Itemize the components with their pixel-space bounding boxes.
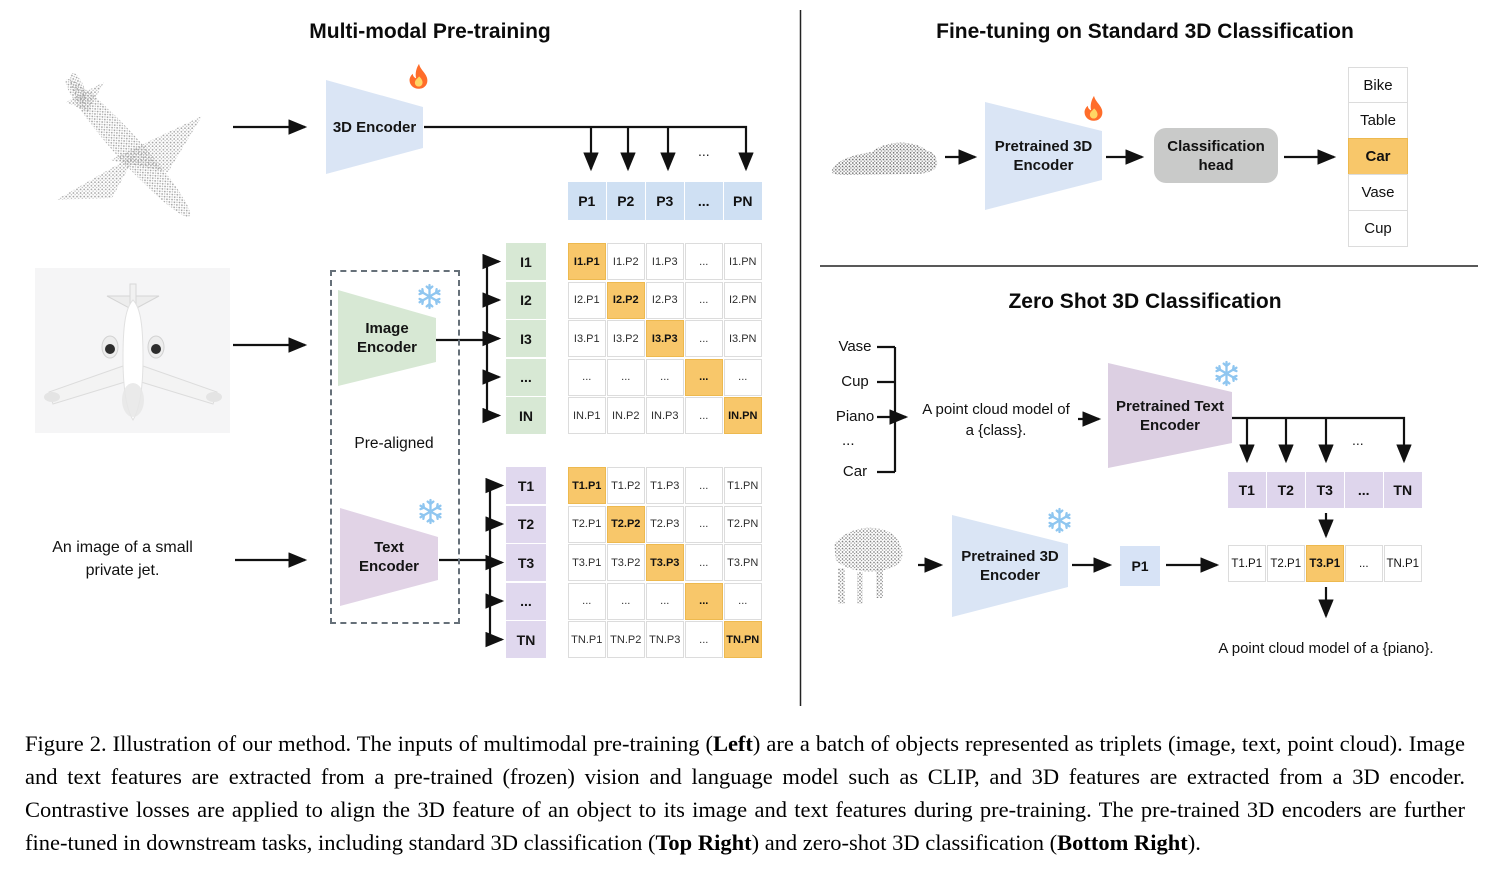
zs-p1-feature: P1 bbox=[1120, 546, 1160, 586]
text-encoder-label: Text Encoder bbox=[358, 539, 419, 575]
class-cell: Car bbox=[1348, 138, 1408, 175]
jet-text-caption: An image of a small private jet. bbox=[52, 539, 193, 579]
car-point-cloud bbox=[832, 143, 938, 175]
i-matrix-cell: I1.P2 bbox=[607, 243, 645, 280]
t-matrix-cell: T3.PN bbox=[724, 544, 762, 581]
i-matrix-cell: ... bbox=[607, 359, 645, 396]
i-matrix-cell: I3.P2 bbox=[607, 320, 645, 357]
t-matrix-cell: TN.P2 bbox=[607, 621, 645, 658]
i-label-cell: IN bbox=[506, 397, 546, 434]
p-feature-row bbox=[568, 182, 762, 220]
i-matrix-cell: I2.PN bbox=[724, 282, 762, 319]
airplane-point-cloud bbox=[56, 71, 202, 225]
p-cell: P1 bbox=[568, 182, 606, 220]
zs-t-cell: TN bbox=[1384, 472, 1422, 508]
zs-class-word: Cup bbox=[841, 373, 869, 390]
zs-3d-encoder-label: Pretrained 3D Encoder bbox=[961, 548, 1059, 584]
image-encoder-label: Image Encoder bbox=[356, 320, 417, 356]
i-matrix-cell: IN.PN bbox=[724, 397, 762, 434]
prealigned-label: Pre-aligned bbox=[354, 435, 434, 452]
i-matrix-cell: I1.P3 bbox=[646, 243, 684, 280]
t-matrix-cell: ... bbox=[685, 621, 723, 658]
caption-bold-segment: Bottom Right bbox=[1057, 830, 1188, 855]
classification-head: Classification head bbox=[1154, 128, 1278, 183]
t-matrix-cell: T2.PN bbox=[724, 506, 762, 543]
prompt-template-text: A point cloud model of a {class}. bbox=[922, 401, 1070, 439]
t-matrix-cell: T2.P2 bbox=[607, 506, 645, 543]
finetuning-title: Fine-tuning on Standard 3D Classification bbox=[936, 20, 1354, 43]
airplane-photo bbox=[35, 268, 230, 433]
t-matrix-cell: ... bbox=[607, 583, 645, 620]
p-cell: P2 bbox=[607, 182, 645, 220]
zs-t-cell: T2 bbox=[1267, 472, 1305, 508]
i-matrix-cell: I3.P1 bbox=[568, 320, 606, 357]
zs-t-cell: T1 bbox=[1228, 472, 1266, 508]
zs-sim-cell: T3.P1 bbox=[1306, 545, 1344, 582]
ft-encoder-label: Pretrained 3D Encoder bbox=[994, 138, 1093, 174]
t-matrix-cell: TN.P3 bbox=[646, 621, 684, 658]
fire-icon bbox=[1078, 92, 1110, 126]
i-label-cell: I2 bbox=[506, 282, 546, 319]
image-point-similarity-matrix bbox=[568, 243, 762, 434]
encoder-3d-label: 3D Encoder bbox=[332, 118, 417, 136]
piano-point-cloud bbox=[834, 528, 902, 604]
i-label-cell: ... bbox=[506, 359, 546, 396]
t-matrix-cell: ... bbox=[685, 467, 723, 504]
t-matrix-cell: T1.P2 bbox=[607, 467, 645, 504]
t-matrix-cell: TN.PN bbox=[724, 621, 762, 658]
zs-similarity-row bbox=[1228, 545, 1422, 582]
t-matrix-cell: ... bbox=[685, 544, 723, 581]
fire-icon bbox=[403, 60, 435, 94]
t-label-cell: T3 bbox=[506, 544, 546, 581]
i-matrix-cell: ... bbox=[646, 359, 684, 396]
zeroshot-title: Zero Shot 3D Classification bbox=[1008, 290, 1282, 313]
snowflake-icon bbox=[416, 283, 443, 310]
caption-bold-segment: Top Right bbox=[655, 830, 752, 855]
ellipsis-t-arrows: ... bbox=[1352, 432, 1364, 448]
i-matrix-cell: IN.P1 bbox=[568, 397, 606, 434]
t-matrix-cell: T1.P1 bbox=[568, 467, 606, 504]
i-matrix-cell: I2.P3 bbox=[646, 282, 684, 319]
i-matrix-cell: I2.P1 bbox=[568, 282, 606, 319]
i-matrix-cell: ... bbox=[568, 359, 606, 396]
text-feature-labels bbox=[506, 467, 546, 658]
t-matrix-cell: T1.PN bbox=[724, 467, 762, 504]
class-cell: Cup bbox=[1348, 210, 1408, 247]
i-label-cell: I3 bbox=[506, 320, 546, 357]
i-matrix-cell: ... bbox=[685, 282, 723, 319]
t-matrix-cell: T2.P1 bbox=[568, 506, 606, 543]
t-matrix-cell: T3.P3 bbox=[646, 544, 684, 581]
zs-text-encoder-label: Pretrained Text Encoder bbox=[1115, 397, 1225, 434]
i-label-cell: I1 bbox=[506, 243, 546, 280]
i-matrix-cell: IN.P3 bbox=[646, 397, 684, 434]
class-prediction-list bbox=[1348, 67, 1408, 247]
caption-bold-segment: Left bbox=[712, 731, 753, 756]
image-feature-labels bbox=[506, 243, 546, 434]
p-cell: P3 bbox=[646, 182, 684, 220]
snowflake-icon bbox=[1213, 360, 1240, 387]
zs-sim-cell: TN.P1 bbox=[1384, 545, 1422, 582]
t-label-cell: ... bbox=[506, 583, 546, 620]
caption-segment: ). bbox=[1187, 830, 1201, 855]
i-matrix-cell: ... bbox=[724, 359, 762, 396]
i-matrix-cell: ... bbox=[685, 359, 723, 396]
zs-result-text: A point cloud model of a {piano}. bbox=[1218, 640, 1434, 657]
t-label-cell: T2 bbox=[506, 506, 546, 543]
i-matrix-cell: I1.PN bbox=[724, 243, 762, 280]
snowflake-icon bbox=[417, 498, 444, 525]
t-label-cell: TN bbox=[506, 621, 546, 658]
snowflake-icon bbox=[1046, 507, 1073, 534]
p-cell: ... bbox=[685, 182, 723, 220]
t-matrix-cell: TN.P1 bbox=[568, 621, 606, 658]
t-label-cell: T1 bbox=[506, 467, 546, 504]
i-matrix-cell: I1.P1 bbox=[568, 243, 606, 280]
class-cell: Bike bbox=[1348, 67, 1408, 103]
zs-t-cell: T3 bbox=[1306, 472, 1344, 508]
i-matrix-cell: I3.PN bbox=[724, 320, 762, 357]
caption-segment: ) are a batch of objects represented as triplets (image, text, point cloud). Image and text features are extracted from a pre-trained (frozen) vision and language model such as CLIP, and 3D features are extracted from a 3D encoder. Contrastive losses are applied to align the 3D feature of an object to its image and text features during pre-training. The pre-trained 3D encoders are further fine-tuned in downstream tasks, including standard 3D classification ( bbox=[25, 731, 1465, 855]
i-matrix-cell: I3.P3 bbox=[646, 320, 684, 357]
i-matrix-cell: I2.P2 bbox=[607, 282, 645, 319]
p-cell: PN bbox=[724, 182, 762, 220]
zs-class-word: Piano bbox=[835, 408, 875, 425]
i-matrix-cell: ... bbox=[685, 320, 723, 357]
zs-t-cell: ... bbox=[1345, 472, 1383, 508]
i-matrix-cell: ... bbox=[685, 397, 723, 434]
text-point-similarity-matrix bbox=[568, 467, 762, 658]
zs-sim-cell: T1.P1 bbox=[1228, 545, 1266, 582]
i-matrix-cell: IN.P2 bbox=[607, 397, 645, 434]
i-matrix-cell: ... bbox=[685, 243, 723, 280]
t-matrix-cell: T3.P2 bbox=[607, 544, 645, 581]
zs-class-word: Vase bbox=[838, 338, 872, 355]
ellipsis-p-arrows: ... bbox=[698, 143, 710, 159]
t-matrix-cell: ... bbox=[685, 583, 723, 620]
figure-caption bbox=[25, 727, 1465, 859]
caption-segment: Figure 2. Illustration of our method. The inputs of multimodal pre-training ( bbox=[25, 731, 713, 756]
t-matrix-cell: ... bbox=[724, 583, 762, 620]
t-matrix-cell: ... bbox=[685, 506, 723, 543]
zs-class-word: Car bbox=[842, 463, 868, 480]
zs-class-word-ellipsis: ... bbox=[842, 432, 855, 449]
caption-segment: ) and zero-shot 3D classification ( bbox=[751, 830, 1058, 855]
zs-sim-cell: T2.P1 bbox=[1267, 545, 1305, 582]
pretraining-title: Multi-modal Pre-training bbox=[309, 20, 551, 43]
zs-sim-cell: ... bbox=[1345, 545, 1383, 582]
t-matrix-cell: ... bbox=[646, 583, 684, 620]
t-matrix-cell: T3.P1 bbox=[568, 544, 606, 581]
t-matrix-cell: T2.P3 bbox=[646, 506, 684, 543]
class-cell: Table bbox=[1348, 102, 1408, 139]
t-matrix-cell: ... bbox=[568, 583, 606, 620]
class-cell: Vase bbox=[1348, 174, 1408, 211]
zs-text-feature-row bbox=[1228, 472, 1422, 508]
t-matrix-cell: T1.P3 bbox=[646, 467, 684, 504]
